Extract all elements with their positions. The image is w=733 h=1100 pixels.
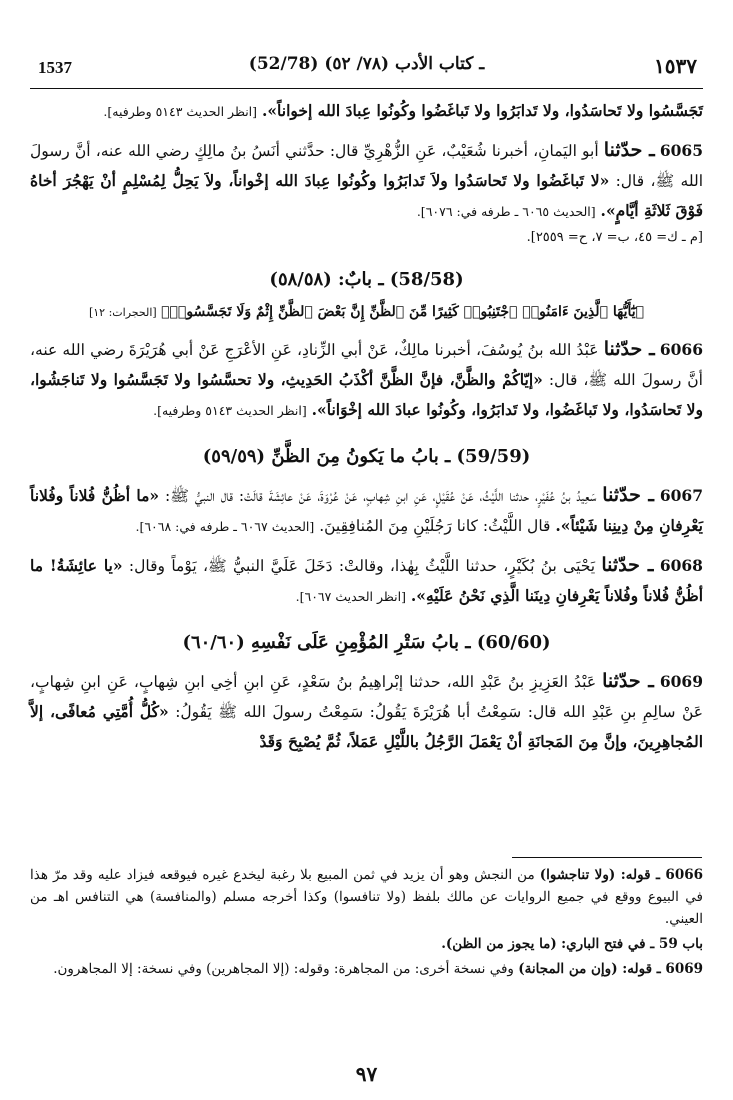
footnote	[30, 958, 703, 980]
footnote-label: 6066 ـ قوله: (ولا تناجشوا)	[539, 867, 703, 883]
chapter-heading-60: (60/60) ـ بابُ سَتْرِ المُؤْمِنِ عَلَى نَفْسِهِ (٦٠/٦٠)	[182, 632, 551, 653]
hadith-number: 6066	[659, 340, 703, 359]
hadith-6065: 6065 ـ حدّثنا أبو اليَمانِ، أخبرنا شُعَيْبٌ، عَنِ الزُّهْرِيِّ قال: حدَّثني أنَسُ بنُ مالِكٍ رضي الله عنه، أنَّ رسولَ الله ﷺ، قال: «لا تَباغَضُوا ولا تَحاسَدُوا ولاَ تَدابَرُوا وكُونُوا عِبادَ الله إخْواناً، ولاَ يَحِلُّ لِمُسْلِمٍ أنْ يَهْجُرَ أخاهُ فَوْقَ ثَلاثَةِ أيَّامٍ». [الحديث ٦٠٦٥ ـ طرفه في: ٦٠٧٦].	[30, 139, 703, 220]
quran-verse	[30, 299, 703, 326]
hadith-number: 6067	[659, 486, 703, 505]
hadith-6068: 6068 ـ حدّثنا يَحْيَى بنُ بُكَيْرٍ، حدثنا اللَّيْثُ بِهٰذا، وقالتْ: دَخَلَ عَلَيَّ النبيُّ ﷺ، يَوْماً وقال: «يا عائِشَةُ! ما أظُنُّ فُلاناً وفُلاناً يَعْرِفانِ دِينَنا الَّذِي نَحْنُ عَلَيْهِ». [انظر الحديث ٦٠٦٧].	[30, 554, 703, 605]
matn-text: «ما أظُنُّ فُلاناً وفُلاناً يَعْرِفانِ مِنْ دِينِنا شَيْئاً».	[30, 486, 703, 535]
hadith-6069: 6069 ـ حدّثنا عَبْدُ العَزِيزِ بنُ عَبْدِ الله، حدثنا إبْراهِيمُ بنُ سَعْدٍ، عَنِ ابنِ أخِي ابنِ شِهابٍ، عَنِ ابنِ شِهابٍ، عَنْ سالِمِ بنِ عَبْدِ الله قال: سَمِعْتُ أبا هُرَيْرَةَ يَقُولُ: سَمِعْتُ رسولَ الله ﷺ يَقُولُ: «كُلُّ أُمَّتِي مُعافًى، إلاَّ المُجاهِرِينَ، وإنَّ مِنَ المَجانَةِ أنْ يَعْمَلَ الرَّجُلُ باللَّيْلِ عَمَلاً، ثُمَّ يُصْبِحَ وَقَدْ	[30, 670, 703, 751]
cross-reference: [انظر الحديث ٦٠٦٧].	[295, 589, 406, 604]
isnad-chain: يَحْيَى بنُ بُكَيْرٍ، حدثنا اللَّيْثُ بِهٰذا، وقالتْ: دَخَلَ عَلَيَّ النبيُّ ﷺ، يَوْماً وقال:	[128, 557, 596, 575]
haddathana-word: حدّثنا	[602, 484, 641, 506]
main-text	[30, 96, 703, 757]
chapter-heading-59: (59/59) ـ بابُ ما يَكونُ مِنَ الظَّنِّ (٥٩/٥٩)	[202, 446, 531, 467]
page-header	[30, 52, 703, 89]
page-number-arabic: ١٥٣٧	[654, 54, 697, 78]
cross-reference: [الحديث ٦٠٦٧ ـ طرفه في: ٦٠٦٨].	[135, 519, 315, 534]
isnad-chain: أبو اليَمانِ، أخبرنا شُعَيْبٌ، عَنِ الزُّهْرِيِّ قال: حدَّثني أنَسُ بنُ مالِكٍ رضي الله عنه، أنَّ رسولَ الله ﷺ، قال:	[30, 142, 703, 190]
hadith-number: 6068	[659, 556, 703, 575]
matn-text: «كُلُّ أُمَّتِي مُعافًى، إلاَّ المُجاهِرِينَ، وإنَّ مِنَ المَجانَةِ أنْ يَعْمَلَ الرَّجُلُ باللَّيْلِ عَمَلاً، ثُمَّ يُصْبِحَ وَقَدْ	[30, 702, 703, 751]
isnad-chain: عَبْدُ العَزِيزِ بنُ عَبْدِ الله، حدثنا إبْراهِيمُ بنُ سَعْدٍ، عَنِ ابنِ أخِي ابنِ شِهابٍ، عَنِ ابنِ شِهابٍ، عَنْ سالِمِ بنِ عَبْدِ الله قال: سَمِعْتُ أبا هُرَيْرَةَ يَقُولُ: سَمِعْتُ رسولَ الله ﷺ يَقُولُ:	[30, 673, 703, 721]
hadith-6067: 6067 ـ حدّثنا سَعِيدُ بنُ عُفَيْرٍ، حدثنا اللَّيْثُ، عَنْ عُقَيْلٍ، عَنِ ابنِ شِهابٍ، عَنْ عُرْوَةَ، عَنْ عائِشَةَ قالَتْ: قال النبيُّ ﷺ: «ما أظُنُّ فُلاناً وفُلاناً يَعْرِفانِ مِنْ دِينِنا شَيْئاً». قال اللَّيْثُ: كانا رَجُلَيْنِ مِنَ المُنافِقِينَ. [الحديث ٦٠٦٧ ـ طرفه في: ٦٠٦٨].	[30, 484, 703, 535]
page-number-latin: 1537	[38, 58, 72, 77]
hadith-6066: 6066 ـ حدّثنا عَبْدُ الله بنُ يُوسُفَ، أخبرنا مالِكٌ، عَنْ أبي الزِّنادِ، عَنِ الأعْرَجِ عَنْ أبي هُرَيْرَةَ رضي الله عنه، أنَّ رسولَ الله ﷺ، قال: «إيّاكُمْ والظَّنَّ، فإنَّ الظَّنَّ أكْذَبُ الحَدِيثِ، ولا تحسَّسُوا ولا تَجَسَّسُوا ولا تَناجَشُوا، ولا تَحاسَدُوا، ولا تَباغَضُوا، ولا تَدابَرُوا، وكُونُوا عبادَ الله إخْوَاناً». [انظر الحديث ٥١٤٣ وطرفيه].	[30, 338, 703, 419]
running-title: (52/78) ـ كتاب الأدب (٧٨/ ٥٢)	[248, 54, 485, 74]
bottom-page-number: ٩٧	[355, 1062, 378, 1086]
isnad-chain: عَبْدُ الله بنُ يُوسُفَ، أخبرنا مالِكٌ، عَنْ أبي الزِّنادِ، عَنِ الأعْرَجِ عَنْ أبي هُرَيْرَةَ رضي الله عنه، أنَّ رسولَ الله ﷺ، قال:	[30, 341, 703, 389]
verse-reference: [الحجرات: ١٢]	[88, 306, 157, 319]
hadith-number: 6065	[659, 141, 703, 160]
footnote	[30, 933, 703, 955]
footnote-label: باب 59 ـ في فتح الباري:	[561, 936, 703, 952]
footnote-text: (ما يجوز من الظن).	[441, 936, 557, 952]
isnad-chain: سَعِيدُ بنُ عُفَيْرٍ، حدثنا اللَّيْثُ، عَنْ عُقَيْلٍ، عَنِ ابنِ شِهابٍ، عَنْ عُرْوَةَ، عَنْ عائِشَةَ قالَتْ: قال النبيُّ ﷺ:	[165, 487, 597, 505]
footnote	[30, 864, 703, 930]
chapter-heading-58: (58/58) ـ بابٌ: (٥٨/٥٨)	[269, 269, 464, 290]
hadith-number: 6069	[659, 672, 703, 691]
footnote-text: من النجش وهو أن يزيد في ثمن المبيع بلا رغبة ليخدع غيره فيوقعه فيزاد عليه وقد مرّ هذا في البيوع ووقع في جميع الروايات عن مالك بلفظ (ولا تنافسوا) وكذا أخرجه مسلم (والمنافسة) هي التنافس اهـ من العيني.	[30, 867, 703, 927]
footnote-label: 6069 ـ قوله: (وإن من المجانة)	[518, 961, 703, 977]
cross-reference: [انظر الحديث ٥١٤٣ وطرفيه].	[153, 403, 307, 418]
narrator-comment: قال اللَّيْثُ: كانا رَجُلَيْنِ مِنَ المُنافِقِينَ.	[319, 517, 551, 535]
continued-hadith	[30, 96, 703, 127]
verse-text: ﴿يَٰٓأَيُّهَا ٱلَّذِينَ ءَامَنُوا۟ ٱجْتَنِبُوا۟ كَثِيرًا مِّنَ ٱلظَّنِّ إِنَّ بَعْضَ ٱلظَّنِّ إِثْمٌ وَلَا تَجَسَّسُوا۟﴾	[161, 304, 645, 320]
footnote-divider	[512, 857, 702, 858]
cross-reference: [الحديث ٦٠٦٥ ـ طرفه في: ٦٠٧٦].	[416, 204, 596, 219]
cross-reference: [انظر الحديث ٥١٤٣ وطرفيه].	[103, 104, 258, 119]
haddathana-word: حدّثنا	[601, 554, 640, 576]
matn-text: «لا تَباغَضُوا ولا تَحاسَدُوا ولاَ تَدابَرُوا وكُونُوا عِبادَ الله إخْواناً، ولاَ يَحِلُّ لِمُسْلِمٍ أنْ يَهْجُرَ أخاهُ فَوْقَ ثَلاثَةِ أيَّامٍ».	[30, 171, 703, 220]
matn-text: «يا عائِشَةُ! ما أظُنُّ فُلاناً وفُلاناً يَعْرِفانِ دِينَنا الَّذِي نَحْنُ عَلَيْهِ».	[30, 556, 703, 605]
haddathana-word: حدّثنا	[603, 139, 643, 161]
collection-codes: [م ـ ك= ٤٥، ب= ٧، ح= ٢٥٥٩].	[526, 230, 703, 245]
footnotes	[30, 864, 703, 983]
haddathana-word: حدّثنا	[602, 670, 641, 692]
matn-text: تَجَسَّسُوا ولا تَحاسَدُوا، ولا تَدابَرُوا ولا تَباغَضُوا وكُونُوا عِبادَ الله إخواناً».	[261, 101, 703, 120]
matn-text: «إيّاكُمْ والظَّنَّ، فإنَّ الظَّنَّ أكْذَبُ الحَدِيثِ، ولا تحسَّسُوا ولا تَجَسَّسُوا ولا تَناجَشُوا، ولا تَحاسَدُوا، ولا تَباغَضُوا، ولا تَدابَرُوا، وكُونُوا عبادَ الله إخْوَاناً».	[30, 370, 703, 419]
haddathana-word: حدّثنا	[603, 338, 643, 360]
footnote-text: وفي نسخة أخرى: من المجاهرة: وقوله: (إلا المجاهرين) وفي نسخة: إلا المجاهرون.	[53, 961, 514, 977]
